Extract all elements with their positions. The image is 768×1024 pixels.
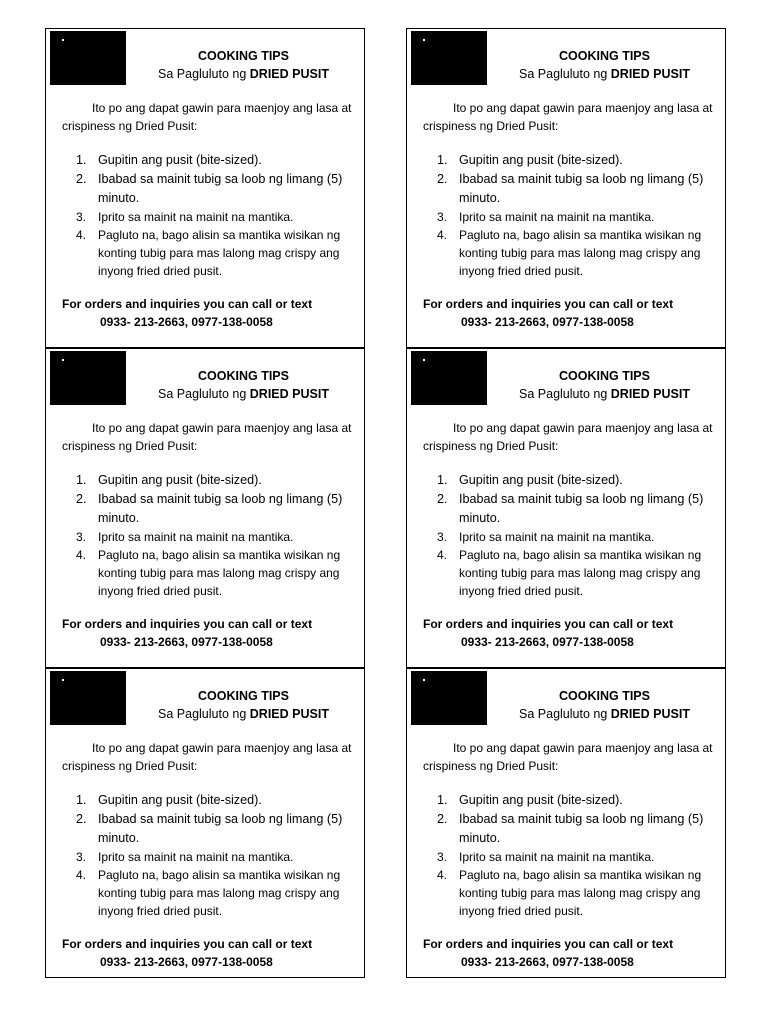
card-subtitle — [126, 65, 361, 83]
step-item — [423, 170, 723, 208]
step-item — [423, 791, 723, 810]
step-item — [62, 490, 362, 528]
flyer-sheet — [45, 28, 721, 978]
orders-line: For orders and inquiries you can call or text — [423, 297, 674, 311]
cooking-tips-card — [406, 668, 726, 978]
intro-text: Ito po ang dapat gawin para maenjoy ang lasa at crispiness ng Dried Pusit: — [62, 741, 352, 773]
steps-list — [62, 471, 362, 600]
phone-numbers: 0933- 213-2663, 0977-138-0058 — [461, 955, 634, 969]
step-text: Gupitin ang pusit (bite-sized). — [98, 153, 262, 167]
step-item — [62, 848, 362, 866]
step-number: 2. — [76, 812, 87, 826]
step-text: Pagluto na, bago alisin sa mantika wisikan ng konting tubig para mas lalong mag crispy ang inyong fried dried pusit. — [98, 548, 341, 598]
step-item — [62, 208, 362, 226]
card-title: COOKING TIPS — [559, 369, 650, 383]
step-item — [423, 866, 723, 920]
subtitle-prefix: Sa Pagluluto ng — [519, 387, 611, 401]
intro-text: Ito po ang dapat gawin para maenjoy ang lasa at crispiness ng Dried Pusit: — [62, 421, 352, 453]
card-title: COOKING TIPS — [559, 49, 650, 63]
step-number: 2. — [437, 492, 448, 506]
step-number: 1. — [76, 153, 87, 167]
step-text: Ibabad sa mainit tubig sa loob ng limang (5) minuto. — [459, 492, 704, 525]
step-item — [62, 471, 362, 490]
step-number: 4. — [76, 548, 87, 562]
card-subtitle — [487, 65, 722, 83]
logo-image-redacted — [411, 671, 487, 725]
orders-info — [62, 615, 362, 651]
step-number: 1. — [437, 153, 448, 167]
card-subtitle — [126, 705, 361, 723]
steps-list — [423, 151, 723, 280]
step-number: 2. — [76, 492, 87, 506]
step-number: 1. — [437, 793, 448, 807]
phone-numbers: 0933- 213-2663, 0977-138-0058 — [100, 315, 273, 329]
card-title: COOKING TIPS — [198, 689, 289, 703]
orders-info — [62, 935, 362, 971]
step-number: 4. — [76, 868, 87, 882]
orders-line: For orders and inquiries you can call or text — [423, 937, 674, 951]
step-text: Iprito sa mainit na mainit na mantika. — [459, 850, 655, 864]
subtitle-product: DRIED PUSIT — [610, 387, 690, 401]
step-text: Gupitin ang pusit (bite-sized). — [459, 153, 623, 167]
logo-image-redacted — [411, 31, 487, 85]
card-subtitle — [487, 705, 722, 723]
step-number: 2. — [437, 172, 448, 186]
phone-numbers: 0933- 213-2663, 0977-138-0058 — [461, 635, 634, 649]
card-title: COOKING TIPS — [559, 689, 650, 703]
step-number: 3. — [437, 850, 448, 864]
intro-text: Ito po ang dapat gawin para maenjoy ang lasa at crispiness ng Dried Pusit: — [423, 741, 713, 773]
subtitle-prefix: Sa Pagluluto ng — [158, 707, 250, 721]
step-number: 4. — [76, 228, 87, 242]
cooking-tips-card — [406, 348, 726, 668]
subtitle-prefix: Sa Pagluluto ng — [519, 707, 611, 721]
step-text: Iprito sa mainit na mainit na mantika. — [98, 850, 294, 864]
logo-image-redacted — [50, 671, 126, 725]
step-item — [62, 226, 362, 280]
step-text: Gupitin ang pusit (bite-sized). — [98, 793, 262, 807]
intro-text: Ito po ang dapat gawin para maenjoy ang lasa at crispiness ng Dried Pusit: — [423, 421, 713, 453]
step-text: Gupitin ang pusit (bite-sized). — [459, 793, 623, 807]
cooking-tips-card — [45, 28, 365, 348]
step-text: Iprito sa mainit na mainit na mantika. — [98, 530, 294, 544]
step-item — [62, 528, 362, 546]
step-text: Gupitin ang pusit (bite-sized). — [98, 473, 262, 487]
step-item — [423, 546, 723, 600]
step-number: 3. — [76, 210, 87, 224]
orders-line: For orders and inquiries you can call or text — [62, 617, 313, 631]
orders-info — [423, 935, 723, 971]
step-text: Ibabad sa mainit tubig sa loob ng limang (5) minuto. — [459, 172, 704, 205]
steps-list — [62, 791, 362, 920]
phone-numbers: 0933- 213-2663, 0977-138-0058 — [461, 315, 634, 329]
step-number: 1. — [76, 793, 87, 807]
step-number: 3. — [76, 850, 87, 864]
step-item — [62, 546, 362, 600]
phone-numbers: 0933- 213-2663, 0977-138-0058 — [100, 635, 273, 649]
step-item — [62, 151, 362, 170]
step-text: Iprito sa mainit na mainit na mantika. — [459, 530, 655, 544]
logo-image-redacted — [50, 351, 126, 405]
step-item — [423, 848, 723, 866]
orders-line: For orders and inquiries you can call or text — [62, 297, 313, 311]
steps-list — [423, 791, 723, 920]
orders-line: For orders and inquiries you can call or text — [423, 617, 674, 631]
intro-text: Ito po ang dapat gawin para maenjoy ang lasa at crispiness ng Dried Pusit: — [62, 101, 352, 133]
subtitle-product: DRIED PUSIT — [249, 67, 329, 81]
step-item — [423, 226, 723, 280]
card-title: COOKING TIPS — [198, 49, 289, 63]
step-number: 3. — [437, 210, 448, 224]
phone-numbers: 0933- 213-2663, 0977-138-0058 — [100, 955, 273, 969]
step-item — [62, 810, 362, 848]
step-item — [423, 490, 723, 528]
card-title: COOKING TIPS — [198, 369, 289, 383]
step-item — [423, 471, 723, 490]
subtitle-prefix: Sa Pagluluto ng — [158, 67, 250, 81]
subtitle-product: DRIED PUSIT — [249, 707, 329, 721]
logo-image-redacted — [50, 31, 126, 85]
step-number: 3. — [437, 530, 448, 544]
step-item — [62, 791, 362, 810]
step-number: 2. — [437, 812, 448, 826]
step-item — [423, 151, 723, 170]
step-item — [62, 170, 362, 208]
logo-image-redacted — [411, 351, 487, 405]
step-text: Pagluto na, bago alisin sa mantika wisikan ng konting tubig para mas lalong mag crispy ang inyong fried dried pusit. — [98, 228, 341, 278]
step-text: Iprito sa mainit na mainit na mantika. — [459, 210, 655, 224]
step-number: 1. — [76, 473, 87, 487]
card-subtitle — [487, 385, 722, 403]
subtitle-prefix: Sa Pagluluto ng — [158, 387, 250, 401]
subtitle-prefix: Sa Pagluluto ng — [519, 67, 611, 81]
step-text: Pagluto na, bago alisin sa mantika wisikan ng konting tubig para mas lalong mag crispy ang inyong fried dried pusit. — [459, 228, 702, 278]
step-number: 4. — [437, 868, 448, 882]
orders-info — [62, 295, 362, 331]
step-number: 3. — [76, 530, 87, 544]
step-text: Iprito sa mainit na mainit na mantika. — [98, 210, 294, 224]
intro-text: Ito po ang dapat gawin para maenjoy ang lasa at crispiness ng Dried Pusit: — [423, 101, 713, 133]
step-number: 2. — [76, 172, 87, 186]
orders-info — [423, 295, 723, 331]
subtitle-product: DRIED PUSIT — [249, 387, 329, 401]
subtitle-product: DRIED PUSIT — [610, 67, 690, 81]
orders-info — [423, 615, 723, 651]
cooking-tips-card — [45, 348, 365, 668]
step-item — [423, 528, 723, 546]
step-text: Pagluto na, bago alisin sa mantika wisikan ng konting tubig para mas lalong mag crispy ang inyong fried dried pusit. — [459, 548, 702, 598]
step-text: Ibabad sa mainit tubig sa loob ng limang (5) minuto. — [98, 172, 343, 205]
step-item — [423, 810, 723, 848]
step-number: 4. — [437, 548, 448, 562]
steps-list — [62, 151, 362, 280]
orders-line: For orders and inquiries you can call or text — [62, 937, 313, 951]
step-number: 1. — [437, 473, 448, 487]
step-text: Ibabad sa mainit tubig sa loob ng limang (5) minuto. — [98, 492, 343, 525]
step-text: Ibabad sa mainit tubig sa loob ng limang (5) minuto. — [98, 812, 343, 845]
step-item — [423, 208, 723, 226]
step-text: Pagluto na, bago alisin sa mantika wisikan ng konting tubig para mas lalong mag crispy ang inyong fried dried pusit. — [98, 868, 341, 918]
step-text: Ibabad sa mainit tubig sa loob ng limang (5) minuto. — [459, 812, 704, 845]
step-text: Pagluto na, bago alisin sa mantika wisikan ng konting tubig para mas lalong mag crispy ang inyong fried dried pusit. — [459, 868, 702, 918]
step-text: Gupitin ang pusit (bite-sized). — [459, 473, 623, 487]
step-item — [62, 866, 362, 920]
step-number: 4. — [437, 228, 448, 242]
card-subtitle — [126, 385, 361, 403]
cooking-tips-card — [45, 668, 365, 978]
cooking-tips-card — [406, 28, 726, 348]
steps-list — [423, 471, 723, 600]
subtitle-product: DRIED PUSIT — [610, 707, 690, 721]
